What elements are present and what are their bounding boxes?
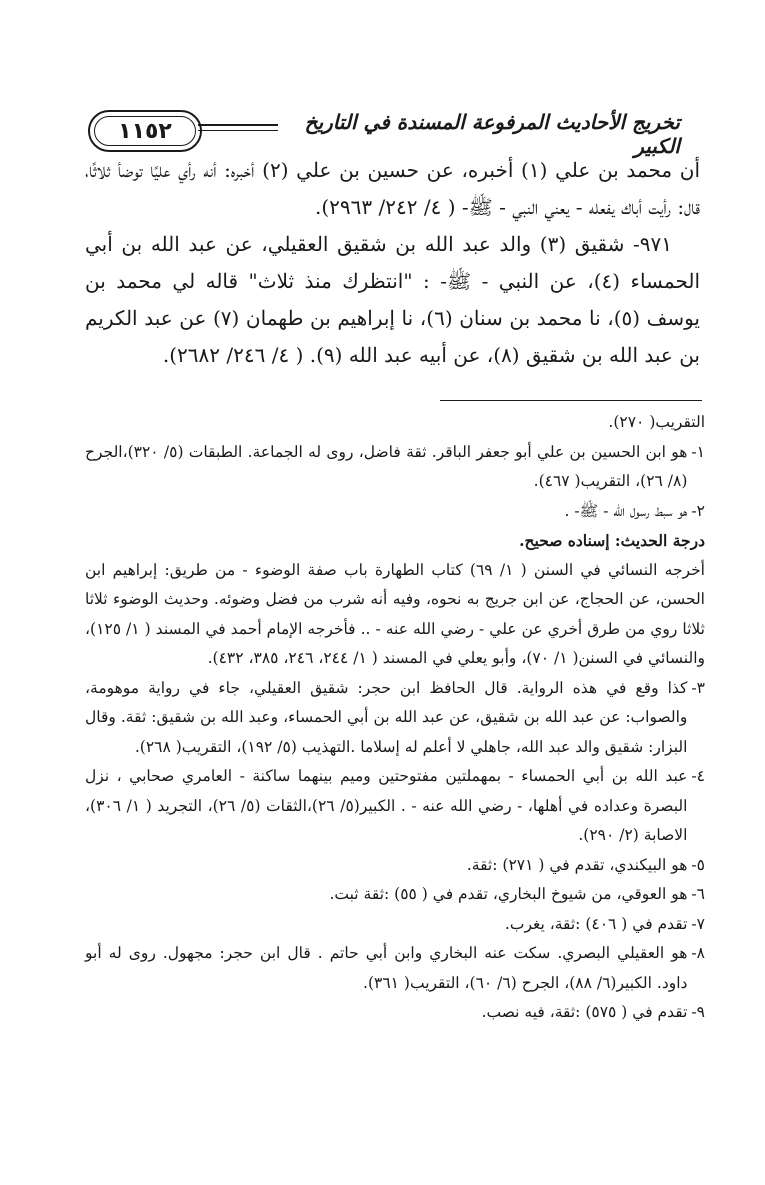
footnote-item bbox=[85, 674, 705, 763]
footnote-text: تقدم في ( ٤٠٦) :ثقة، يغرب. bbox=[504, 914, 688, 933]
footnote-item bbox=[85, 497, 705, 527]
footnote-number: ٨- bbox=[691, 944, 705, 962]
footnotes bbox=[85, 408, 705, 1028]
main-text bbox=[85, 152, 700, 374]
footnote-text: عبد الله بن أبي الحمساء - بمهملتين مفتوحتين وميم بينهما ساكنة - العامري صحابي ، نزل البصرة وعداده في أهلها، - رضي الله عنه - . الكبير(٥/ ٢٦)،الثقات (٥/ ٢٦)، التجريد ( ١/ ٣٠٦)، الاصابة (٢/ ٢٩٠). bbox=[85, 767, 688, 844]
hadith-grade-text: أخرجه النسائي في السنن ( ١/ ٦٩) كتاب الطهارة باب صفة الوضوء - من طريق: إبراهيم ابن الحسن، عن الحجاج، عن ابن جريج به نحوه، وفيه أنه شرب من فضل وضوئه. وحديث الوضوء ثلاثا ثلاثا روي من طرق أخري عن علي - رضي الله عنه - .. فأخرجه الإمام أحمد في المسند ( ١/ ١٢٥)، والنسائي في السنن( ١/ ٧٠)، وأبو يعلي في المسند ( ١/ ٢٤٤، ٢٤٦، ٣٨٥، ٤٣٢). bbox=[85, 560, 705, 667]
hadith-paragraph: أن محمد بن علي (١) أخبره، عن حسين بن علي (٢) أخبره: أنه رأي عليًا توضأ ثلاثًا، قال: رأيت أباك يفعله - يعني النبي - ﷺ- ( ٤/ ٢٤٢/ ٢٩٦٣). bbox=[85, 158, 700, 219]
footnote-item bbox=[85, 438, 705, 497]
footnote-text: هو سبط رسول الله - ﷺ- . bbox=[564, 501, 688, 520]
footnote-number: ٣- bbox=[691, 678, 705, 697]
footnote-continued: التقريب( ٢٧٠). bbox=[608, 413, 705, 431]
footnote-number: ٧- bbox=[691, 914, 705, 933]
footnote-number: ٥- bbox=[691, 855, 705, 874]
footnote-item bbox=[85, 998, 705, 1028]
footnote-text: كذا وقع في هذه الرواية. قال الحافظ ابن حجر: شقيق العقيلي، جاء في رواية موهومة، والصواب: عن عبد الله بن شقيق، عن عبد الله بن أبي الحمساء، وعبد الله بن شقيق: ثقة. وقال البزار: شقيق والد عبد الله، جاهلي لا أعلم له إسلاما .التهذيب (٥/ ١٩٢)، التقريب( ٢٦٨). bbox=[85, 678, 688, 756]
footnote-text: هو ابن الحسين بن علي أبو جعفر الباقر. ثقة فاضل، روى له الجماعة. الطبقات (٥/ ٣٢٠)،الجرح (٨/ ٢٦)، التقريب( ٤٦٧). bbox=[85, 442, 688, 490]
footnote-separator bbox=[440, 400, 702, 401]
running-title: تخريج الأحاديث المرفوعة المسندة في التاريخ الكبير bbox=[304, 110, 680, 158]
footnote-number: ٩- bbox=[691, 1003, 705, 1021]
page-number: ١١٥٢ bbox=[94, 116, 196, 146]
footnote-number: ١- bbox=[691, 442, 705, 461]
footnote-item bbox=[85, 762, 705, 851]
footnote-item bbox=[85, 939, 705, 998]
footnote-number: ٦- bbox=[691, 885, 705, 903]
hadith-paragraph: ٩٧١- شقيق (٣) والد عبد الله بن شقيق العقيلي، عن عبد الله بن أبي الحمساء (٤)، عن النبي - ﷺ- : "انتظرك منذ ثلاث" قاله لي محمد بن يوسف (٥)، نا محمد بن سنان (٦)، نا إبراهيم بن طهمان (٧) عن عبد الكريم بن عبد الله بن شقيق (٨)، عن أبيه عبد الله (٩). ( ٤/ ٢٤٦/ ٢٦٨٢). bbox=[85, 232, 701, 367]
page-number-frame bbox=[88, 110, 202, 152]
footnote-text: هو البيكندي، تقدم في ( ٢٧١) :ثقة. bbox=[466, 855, 688, 874]
header-rule-thin bbox=[198, 130, 278, 131]
hadith-grade-label: درجة الحديث: إسناده صحيح. bbox=[519, 531, 705, 550]
header-rule bbox=[198, 124, 278, 126]
footnote-text: تقدم في ( ٥٧٥) :ثقة، فيه نصب. bbox=[481, 1003, 688, 1021]
footnote-item bbox=[85, 880, 705, 910]
page-header bbox=[88, 100, 688, 160]
footnote-number: ٤- bbox=[691, 767, 705, 785]
footnote-number: ٢- bbox=[691, 501, 705, 520]
footnote-text: هو العقيلي البصري. سكت عنه البخاري وابن أبي حاتم . قال ابن حجر: مجهول. روى له أبو داود. الكبير(٦/ ٨٨)، الجرح (٦/ ٦٠)، التقريب( ٣٦١). bbox=[85, 944, 688, 992]
footnote-text: هو العوقي، من شيوخ البخاري، تقدم في ( ٥٥) :ثقة ثبت. bbox=[329, 885, 688, 903]
footnote-item bbox=[85, 910, 705, 940]
footnote-item bbox=[85, 851, 705, 881]
